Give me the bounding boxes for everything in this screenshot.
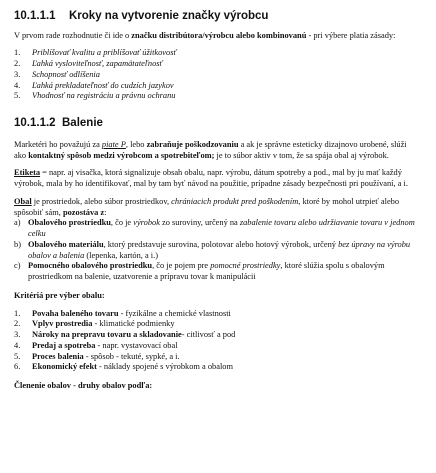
item-number: 1.	[14, 48, 21, 58]
item-number: 3.	[14, 69, 21, 79]
criteria-list	[14, 309, 420, 374]
item-letter: b)	[14, 239, 21, 249]
text-italic: pomocné prostriedky	[210, 261, 281, 271]
text-bold: Obalového prostriedku	[28, 218, 111, 228]
list-item	[14, 59, 420, 70]
brand-principles-list	[14, 48, 420, 102]
section-title: Balenie	[62, 117, 103, 130]
text: je prostriedok, alebo súbor prostriedkov,	[31, 196, 172, 206]
intro-text: V prvom rade rozhodnutie či ide o	[14, 30, 132, 40]
text-bold: Predaj a spotreba	[32, 340, 96, 350]
list-item	[14, 362, 420, 373]
text-italic: chrániacich produkt pred poškodením	[171, 196, 299, 206]
list-item	[14, 81, 420, 92]
text: , lebo	[125, 139, 147, 149]
text: :	[104, 207, 107, 217]
text-bold: Nároky na prepravu tovaru a skladovanie	[32, 330, 182, 340]
text: Marketéri ho považujú za	[14, 139, 102, 149]
text: zo suroviny, určený na	[159, 218, 240, 228]
text: - klimatické podmienky	[92, 319, 175, 329]
text-bold: Členenie obalov - druhy obalov podľa:	[14, 381, 153, 391]
item-letter: a)	[14, 218, 21, 228]
item-number: 3.	[14, 330, 21, 340]
text-italic: bez úpravy na výrobu obalov a balenia	[28, 239, 411, 260]
package-components-list	[14, 218, 420, 283]
list-item	[14, 218, 420, 240]
division-title	[14, 381, 420, 392]
text: - fyzikálne a chemické vlastnosti	[118, 308, 231, 318]
text: (lepenka, kartón, a i.)	[84, 250, 159, 260]
item-text: Vhodnosť na registráciu a právnu ochranu	[32, 91, 176, 101]
section-number: 10.1.1.1	[14, 10, 56, 22]
text-bold: Vplyv prostredia	[32, 319, 93, 329]
text: - náklady spojené s výrobkom a obalom	[96, 362, 233, 372]
text: , čo je	[110, 218, 134, 228]
intro-paragraph	[14, 31, 420, 42]
text-italic: zabalenie tovaru alebo udržiavanie tovaru v jednom celku	[28, 218, 415, 239]
list-item	[14, 341, 420, 352]
section-heading-packaging	[14, 116, 420, 131]
item-number: 6.	[14, 362, 21, 372]
list-item	[14, 309, 420, 320]
text: , ktorý predstavuje surovina, polotovar alebo hotový výrobok, určený	[103, 239, 339, 249]
item-number: 1.	[14, 308, 21, 318]
intro-bold: značku distribútora/výrobcu alebo kombinovanú	[131, 30, 307, 40]
list-item	[14, 352, 420, 363]
text-bold: kontaktný spôsob medzi výrobcom a spotrebiteľom;	[28, 150, 215, 160]
text-bold: zabraňuje poškodzovaniu	[146, 139, 239, 149]
section-heading-brand	[14, 9, 420, 24]
intro-text-end: - pri výbere platia zásady:	[306, 30, 396, 40]
text: - napr. vystavovací obal	[95, 340, 178, 350]
text-bold: pozostáva z	[62, 207, 105, 217]
term-bold: Obal	[14, 196, 32, 206]
text-bold: Pomocného obalového prostriedku	[28, 261, 153, 271]
item-number: 5.	[14, 91, 21, 101]
list-item	[14, 261, 420, 283]
item-number: 5.	[14, 351, 21, 361]
list-item	[14, 70, 420, 81]
text-italic: výrobok	[133, 218, 160, 228]
list-item	[14, 91, 420, 102]
text: - citlivosť a pod	[181, 330, 236, 340]
item-number: 4.	[14, 340, 21, 350]
text: = napr. aj visačka, ktorá signalizuje obsah obalu, napr. výrobu, dátum spotreby a pod., mal by ju mať každý výrobok, mala by ho identifikovať, mal by tam byť návod na použitie, prípadne zásady bezpečnosti pri používaní, a i.	[14, 168, 408, 189]
text-italic: piate P	[101, 139, 126, 149]
criteria-title	[14, 291, 420, 302]
item-text: Ľahká prekladateľnosť do cudzích jazykov	[32, 80, 174, 90]
text: , ktoré slúžia spolu s obalovým prostriedkom na balenie, uzatvorenie a prípravu tovar k manipulácii	[28, 261, 385, 282]
list-item	[14, 48, 420, 59]
term-bold: Etiketa	[14, 168, 41, 178]
item-number: 2.	[14, 319, 21, 329]
item-letter: c)	[14, 261, 21, 271]
item-text: Schopnosť odlíšenia	[32, 69, 100, 79]
text: je to súbor aktiv v tom, že sa spája obal aj výrobok.	[214, 150, 389, 160]
item-number: 2.	[14, 59, 21, 69]
text-bold: Proces balenia	[32, 351, 84, 361]
text: a ak je správne esteticky dizajnovo urobené, slúži ako	[14, 139, 407, 160]
text: , čo je pojem pre	[152, 261, 211, 271]
text: , ktoré by mohol utrpieť alebo spôsobiť sám,	[14, 196, 400, 217]
text-bold: Povaha baleného tovaru	[32, 308, 119, 318]
item-number: 4.	[14, 80, 21, 90]
package-paragraph	[14, 197, 420, 219]
list-item	[14, 240, 420, 262]
label-paragraph	[14, 168, 420, 190]
text-bold: Kritériá pre výber obalu:	[14, 290, 105, 300]
item-text: Ľahká vysloviteľnosť, zapamätateľnosť	[32, 59, 163, 69]
section-number: 10.1.1.2	[14, 117, 56, 130]
list-item	[14, 319, 420, 330]
text: - spôsob - tekuté, sypké, a i.	[83, 351, 180, 361]
text-bold: Obalového materiálu	[28, 239, 104, 249]
item-text: Priblíšovať kvalitu a priblíšovať úžitkovosť	[32, 48, 177, 58]
list-item	[14, 330, 420, 341]
packaging-paragraph	[14, 140, 420, 162]
text-bold: Ekonomický efekt	[32, 362, 97, 372]
section-title: Kroky na vytvorenie značky výrobcu	[69, 10, 269, 22]
